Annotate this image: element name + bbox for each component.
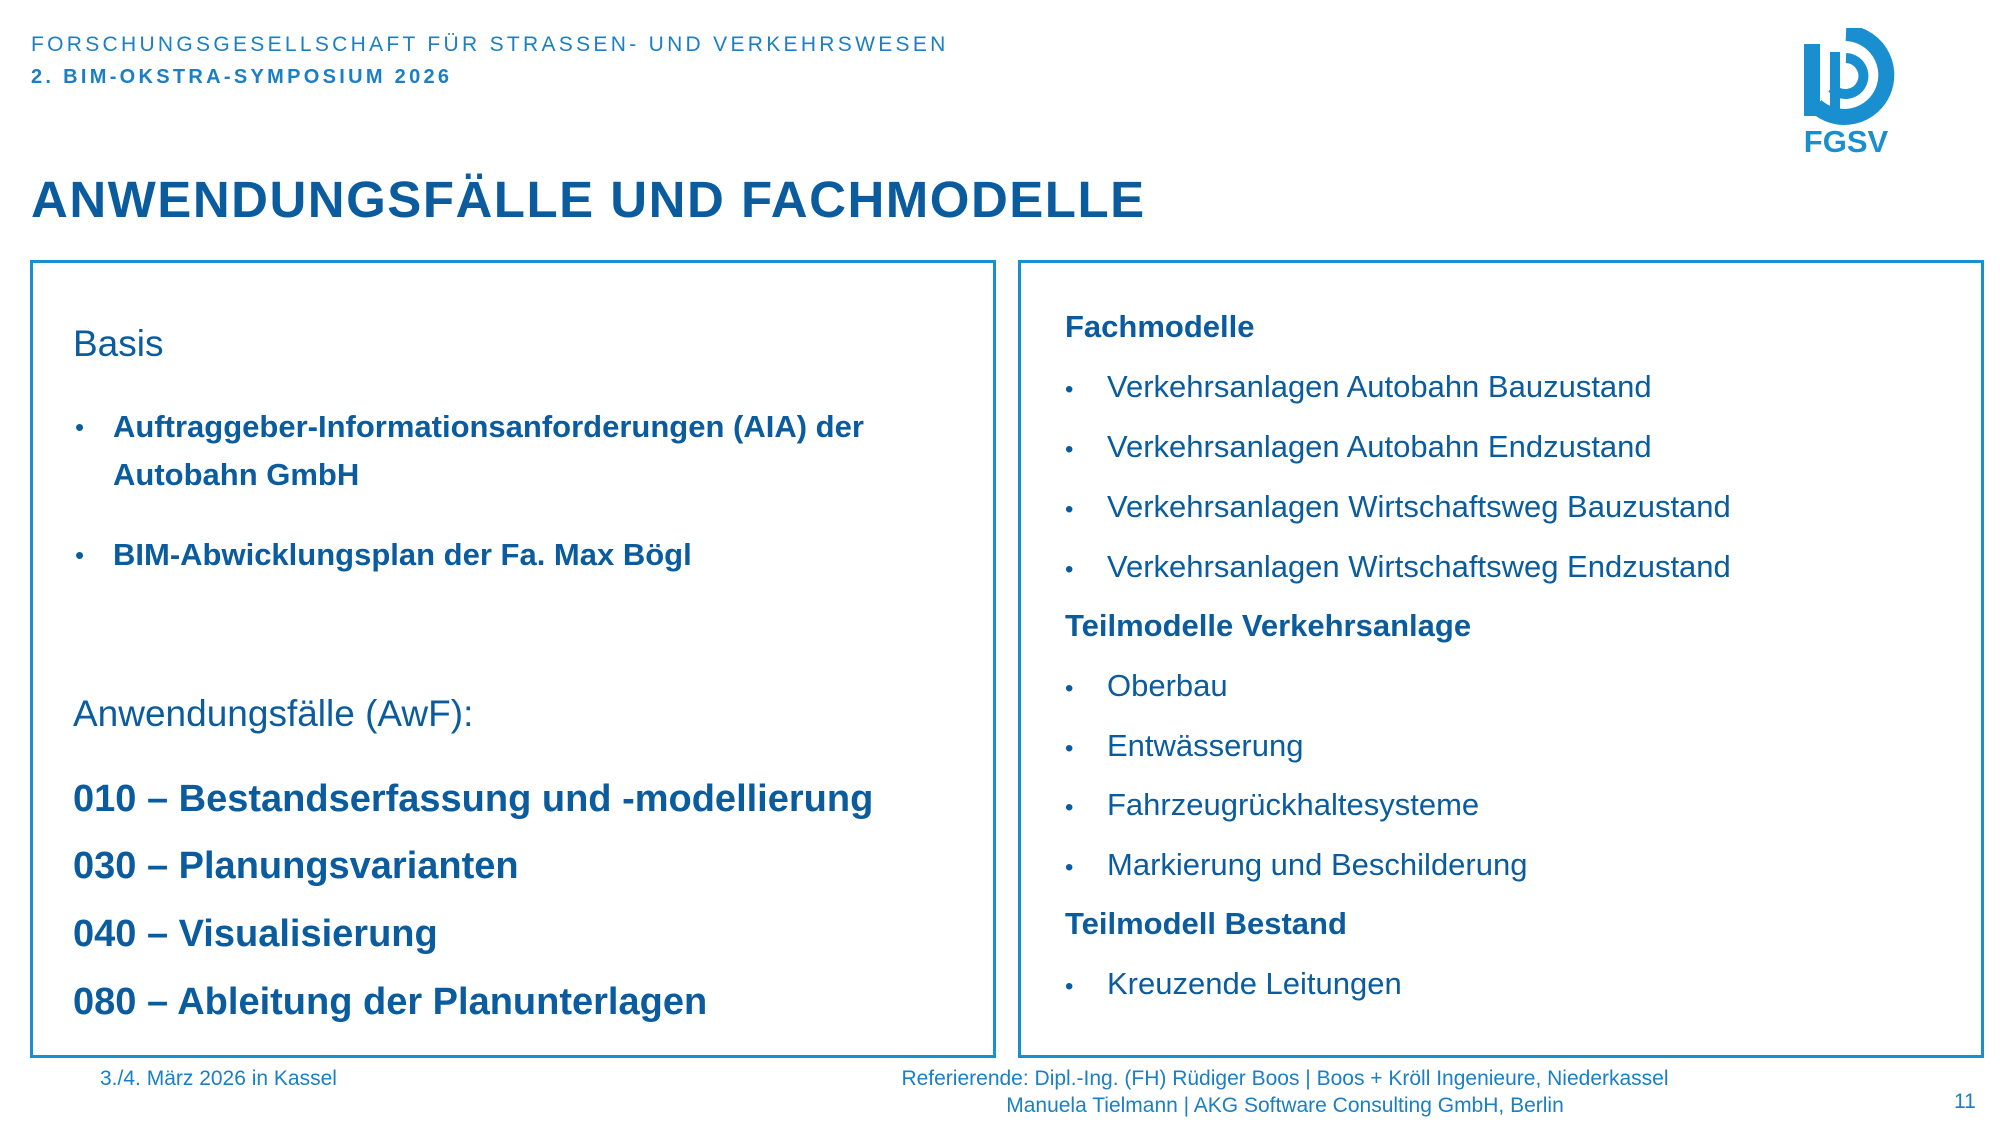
basis-heading: Basis [73,323,164,364]
list-item: • Markierung und Beschilderung [1065,847,1528,882]
awf-item: 030 – Planungsvarianten [73,845,519,887]
list-item: • Kreuzende Leitungen [1065,966,1402,1001]
right-panel [1018,260,1984,1058]
list-item: • Verkehrsanlagen Wirtschaftsweg Endzustand [1065,549,1731,584]
list-item: • Entwässerung [1065,728,1304,763]
fgsv-logo [1796,28,1896,158]
list-item: • Verkehrsanlagen Wirtschaftsweg Bauzustand [1065,489,1731,524]
footer-speakers-line1: Referierende: Dipl.-Ing. (FH) Rüdiger Boos | Boos + Kröll Ingenieure, Niederkassel [901,1067,1669,1090]
list-item: • Oberbau [1065,668,1228,703]
footer-date-location: 3./4. März 2026 in Kassel [100,1067,337,1090]
section-heading-bestand: Teilmodell Bestand [1065,906,1347,941]
section-heading-fachmodelle: Fachmodelle [1065,309,1255,344]
list-item: • Fahrzeugrückhaltesysteme [1065,787,1480,822]
basis-list [73,403,953,499]
event-name: 2. BIM-OKSTRA-SYMPOSIUM 2026 [31,66,453,88]
awf-item: 040 – Visualisierung [73,913,438,955]
list-item: • Auftraggeber-Informationsanforderungen (AIA) der Autobahn GmbH [73,403,953,499]
awf-item: 010 – Bestandserfassung und -modellierung [73,778,874,820]
left-panel [30,260,996,1058]
page-number: 11 [1954,1090,1976,1113]
list-item: • Verkehrsanlagen Autobahn Endzustand [1065,429,1652,464]
awf-heading: Anwendungsfälle (AwF): [73,693,474,734]
logo-text: FGSV [1803,124,1889,158]
page-title: ANWENDUNGSFÄLLE UND FACHMODELLE [31,171,1146,228]
organization-name: FORSCHUNGSGESELLSCHAFT FÜR STRASSEN- UND VERKEHRSWESEN [31,33,949,56]
list-item: • BIM-Abwicklungsplan der Fa. Max Bögl [73,531,953,579]
footer-speakers-line2: Manuela Tielmann | AKG Software Consulting GmbH, Berlin [1006,1094,1564,1117]
list-item: • Verkehrsanlagen Autobahn Bauzustand [1065,369,1652,404]
basis-list-2 [73,531,953,579]
awf-item: 080 – Ableitung der Planunterlagen [73,981,708,1023]
section-heading-teilmodelle: Teilmodelle Verkehrsanlage [1065,608,1472,643]
